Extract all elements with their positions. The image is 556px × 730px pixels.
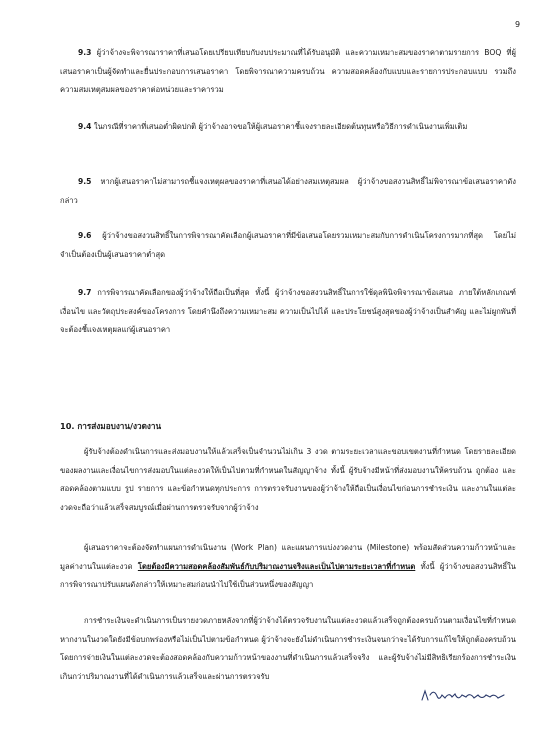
section-10-paragraph-1: ผู้รับจ้างต้องดำเนินการและส่งมอบงานให้แล้วเสร็จเป็นจำนวนไม่เกิน 3 งวด ตามระยะเวลาและขอบเขตงานที่กำหนด โดยรายละเอียดของผลงานและเงื่อนไขการส่งมอบในแต่ละงวดให้เป็นไปตามที่กำหนดในสัญญาจ้าง ทั้งนี้ ผู้รับจ้างมีหน้าที่ส่งมอบงานให้ครบถ้วน ถูกต้อง และสอดคล้องตามแบบ รูป รายการ และข้อกำหนดทุกประการ การตรวจรับงานของผู้ว่าจ้างให้ถือเป็นเงื่อนไขก่อนการชำระเงิน และงานในแต่ละงวดจะถือว่าแล้วเสร็จสมบูรณ์เมื่อผ่านการตรวจรับจากผู้ว่าจ้าง (60, 447, 516, 512)
clause-9-4 (60, 118, 516, 137)
section-10-paragraph-3: การชำระเงินจะดำเนินการเป็นรายงวดภายหลังจากที่ผู้ว่าจ้างได้ตรวจรับงานในแต่ละงวดแล้วเสร็จถูกต้องครบถ้วนตามเงื่อนไขที่กำหนด หากงานในงวดใดยังมีข้อบกพร่องหรือไม่เป็นไปตามข้อกำหนด ผู้ว่าจ้างจะยังไม่ดำเนินการชำระเงินจนกว่าจะได้รับการแก้ไขให้ถูกต้องครบถ้วน โดยการจ่ายเงินในแต่ละงวดจะต้องสอดคล้องกับความก้าวหน้าของงานที่ดำเนินการแล้วเสร็จจริง และผู้รับจ้างไม่มีสิทธิเรียกร้องการชำระเงินเกินกว่าปริมาณงานที่ได้ดำเนินการแล้วเสร็จและผ่านการตรวจรับ (60, 616, 516, 681)
clause-text: หากผู้เสนอราคาไม่สามารถชี้แจงเหตุผลของราคาที่เสนอได้อย่างสมเหตุสมผล ผู้ว่าจ้างขอสงวนสิทธิ์ไม่พิจารณาข้อเสนอราคาดังกล่าว (60, 177, 516, 205)
clause-text: ผู้ว่าจ้างขอสงวนสิทธิ์ในการพิจารณาคัดเลือกผู้เสนอราคาที่มีข้อเสนอโดยรวมเหมาะสมกับการดำเนินโครงการมากที่สุด โดยไม่จำเป็นต้องเป็นผู้เสนอราคาต่ำสุด (60, 231, 516, 259)
clause-number: 9.4 (78, 122, 92, 131)
page-number: 9 (515, 20, 521, 29)
clause-9-7 (60, 284, 516, 340)
clause-number: 9.5 (78, 177, 92, 186)
clause-9-3 (60, 44, 516, 100)
emphasized-text: โดยต้องมีความสอดคล้องสัมพันธ์กับปริมาณงานจริงและเป็นไปตามระยะเวลาที่กำหนด (137, 561, 416, 571)
clause-text: การพิจารณาคัดเลือกของผู้ว่าจ้างให้ถือเป็นที่สุด ทั้งนี้ ผู้ว่าจ้างขอสงวนสิทธิ์ในการใช้ดุลพินิจพิจารณาข้อเสนอ ภายใต้หลักเกณฑ์ เงื่อนไข และวัตถุประสงค์ของโครงการ โดยคำนึงถึงความเหมาะสม ความเป็นไปได้ และประโยชน์สูงสุดของผู้ว่าจ้างเป็นสำคัญ และไม่ผูกพันที่จะต้องชี้แจงเหตุผลแก่ผู้เสนอราคา (60, 288, 516, 334)
signature (418, 686, 518, 706)
clause-9-6 (60, 227, 516, 264)
section-10-paragraph-2 (60, 539, 516, 595)
clause-number: 9.7 (78, 288, 92, 297)
clause-text: ในกรณีที่ราคาที่เสนอต่ำผิดปกติ ผู้ว่าจ้างอาจขอให้ผู้เสนอราคาชี้แจงรายละเอียดต้นทุนหรือวิธีการดำเนินงานเพิ่มเติม (93, 122, 468, 131)
paragraph-text: ทั้งนี้ ผู้ว่าจ้างขอสงวนสิทธิ์ในการพิจารณาปรับแผนดังกล่าวให้เหมาะสมก่อนนำไปใช้เป็นส่วนหนึ่งของสัญญา (60, 561, 516, 589)
section-10-heading: 10. การส่งมอบงาน/งวดงาน (60, 421, 162, 431)
clause-9-5 (60, 173, 516, 210)
clause-number: 9.6 (78, 231, 92, 240)
clause-text: ผู้ว่าจ้างจะพิจารณาราคาที่เสนอโดยเปรียบเทียบกับงบประมาณที่ได้รับอนุมัติ และความเหมาะสมของราคาตามรายการ BOQ ที่ผู้เสนอราคาเป็นผู้จัดทำและยื่นประกอบการเสนอราคา โดยพิจารณาความครบถ้วน ความสอดคล้องกับแบบและรายการประกอบแบบ รวมถึงความสมเหตุสมผลของราคาต่อหน่วยและราคารวม (60, 48, 516, 94)
clause-number: 9.3 (78, 48, 92, 57)
paragraph-text: ผู้เสนอราคาจะต้องจัดทำแผนการดำเนินงาน (Work Plan) และแผนการแบ่งงวดงาน (Milestone) พร้อมสัดส่วนความก้าวหน้าและมูลค่างานในแต่ละงวด (60, 543, 516, 571)
